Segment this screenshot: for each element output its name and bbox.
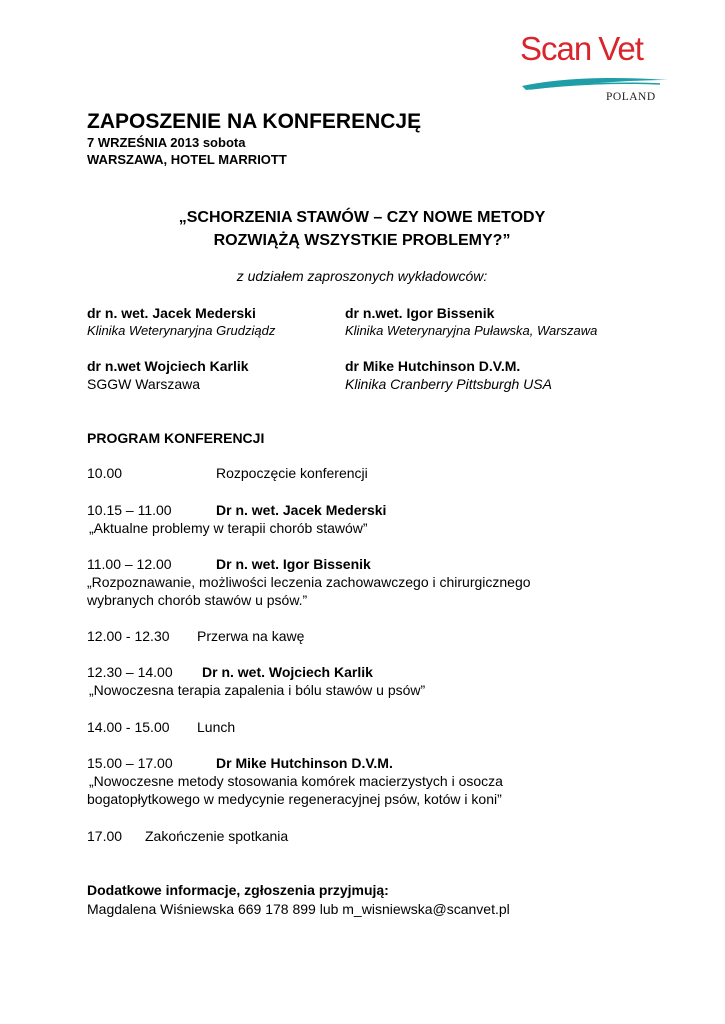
program-time: 12.30 – 14.00	[87, 664, 173, 680]
program-time: 11.00 – 12.00	[87, 556, 172, 572]
lecturer-affiliation: SGGW Warszawa	[87, 376, 201, 392]
lecturer-affiliation: Klinika Weterynaryjna Puławska, Warszawa	[345, 323, 598, 338]
program-speaker: Dr Mike Hutchinson D.V.M.	[216, 755, 393, 771]
program-item-text: Przerwa na kawę	[197, 628, 305, 644]
invite-line: z udziałem zaproszonych wykładowców:	[236, 268, 488, 284]
program-description: bogatopłytkowego w medycynie regeneracyjnej psów, kotów i koni”	[87, 791, 502, 807]
logo-word-scan: Scan	[520, 30, 592, 67]
program-item-text: Lunch	[197, 719, 236, 735]
program-description: „Nowoczesna terapia zapalenia i bólu stawów u psów”	[89, 682, 426, 698]
program-time: 10.15 – 11.00	[87, 502, 172, 518]
program-description: „Rozpoznawanie, możliwości leczenia zachowawczego i chirurgicznego	[87, 574, 531, 590]
program-speaker: Dr n. wet. Igor Bissenik	[216, 556, 371, 572]
program-time: 15.00 – 17.00	[87, 755, 173, 771]
program-item-text: Zakończenie spotkania	[145, 828, 289, 844]
program-item-text: Rozpoczęcie konferencji	[216, 465, 368, 481]
program-description: „Aktualne problemy w terapii chorób stawów”	[89, 520, 368, 536]
lecturer-name: dr n.wet. Igor Bissenik	[345, 305, 495, 321]
lecturer-affiliation: Klinika Cranberry Pittsburgh USA	[345, 376, 552, 392]
lecturer-name: dr Mike Hutchinson D.V.M.	[345, 358, 521, 374]
event-venue: WARSZAWA, HOTEL MARRIOTT	[87, 152, 287, 167]
conference-theme-line-2: ROZWIĄŻĄ WSZYSTKIE PROBLEMY?”	[213, 232, 511, 249]
event-date: 7 WRZEŚNIA 2013 sobota	[87, 135, 246, 150]
logo-subtitle: POLAND	[606, 91, 656, 103]
logo-word-vet: Vet	[598, 30, 643, 67]
program-time: 14.00 - 15.00	[87, 719, 170, 735]
logo-wordmark	[520, 30, 643, 68]
lecturer-affiliation: Klinika Weterynaryjna Grudziądz	[87, 323, 276, 338]
lecturer-name: dr n. wet. Jacek Mederski	[87, 305, 256, 321]
conference-theme-line-1: „SCHORZENIA STAWÓW – CZY NOWE METODY	[178, 209, 546, 226]
contact-details: Magdalena Wiśniewska 669 178 899 lub m_wisniewska@scanvet.pl	[87, 901, 510, 917]
program-time: 17.00	[87, 828, 123, 844]
program-time: 10.00	[87, 465, 123, 481]
program-heading: PROGRAM KONFERENCJI	[87, 430, 265, 446]
program-description: „Nowoczesne metody stosowania komórek macierzystych i osocza	[89, 773, 503, 789]
page-title: ZAPOSZENIE NA KONFERENCJĘ	[87, 110, 422, 133]
program-speaker: Dr n. wet. Jacek Mederski	[216, 502, 387, 518]
contact-heading: Dodatkowe informacje, zgłoszenia przyjmują:	[87, 882, 389, 898]
logo-swoosh-icon	[520, 76, 670, 92]
lecturer-name: dr n.wet Wojciech Karlik	[87, 358, 249, 374]
program-time: 12.00 - 12.30	[87, 628, 170, 644]
scanvet-logo	[520, 30, 670, 110]
program-speaker: Dr n. wet. Wojciech Karlik	[202, 664, 373, 680]
program-description: wybranych chorób stawów u psów.”	[87, 592, 308, 608]
